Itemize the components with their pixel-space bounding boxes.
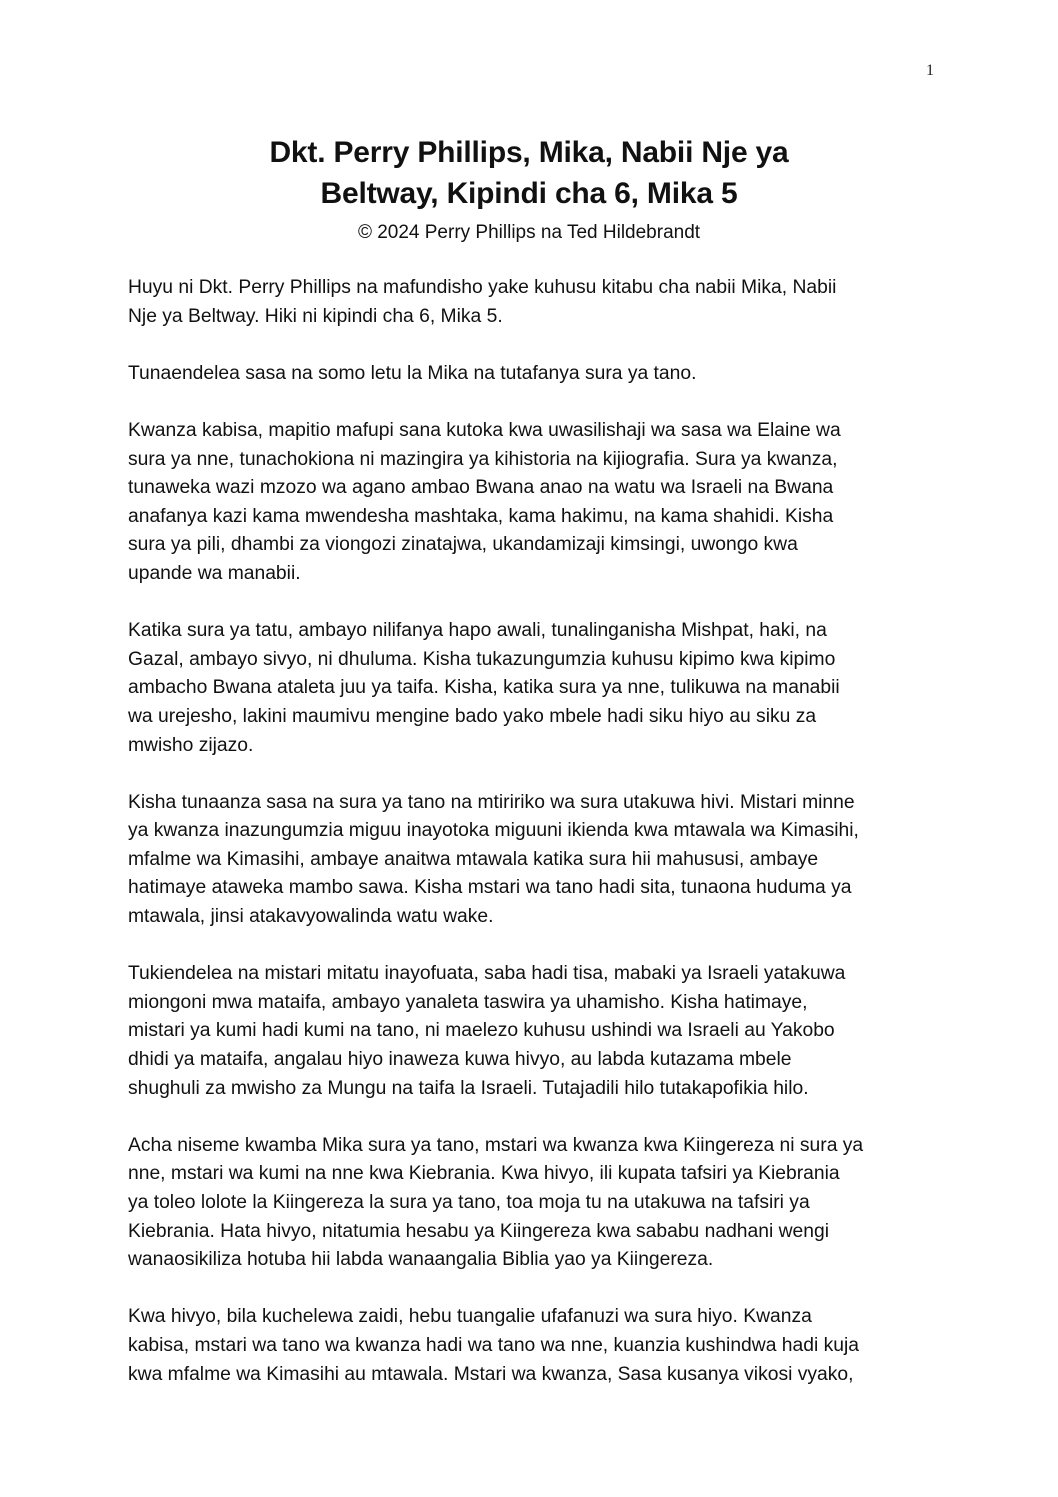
- text-line: Katika sura ya tatu, ambayo nilifanya hapo awali, tunalinganisha Mishpat, haki, na: [128, 620, 827, 642]
- text-line: ambacho Bwana ataleta juu ya taifa. Kisha, katika sura ya nne, tulikuwa na manabii: [128, 677, 840, 699]
- paragraph: [128, 360, 938, 389]
- text-line: mtawala, jinsi atakavyowalinda watu wake.: [128, 906, 494, 928]
- text-line: Acha niseme kwamba Mika sura ya tano, mstari wa kwanza kwa Kiingereza ni sura ya: [128, 1134, 864, 1156]
- text-line: Nje ya Beltway. Hiki ni kipindi cha 6, Mika 5.: [128, 305, 503, 327]
- title-line: Dkt. Perry Phillips, Mika, Nabii Nje ya: [269, 136, 789, 169]
- text-line: shughuli za mwisho za Mungu na taifa la Israeli. Tutajadili hilo tutakapofikia hilo.: [128, 1077, 809, 1099]
- paragraph: [128, 1132, 938, 1275]
- text-line: ya kwanza inazungumzia miguu inayotoka miguuni ikienda kwa mtawala wa Kimasihi,: [128, 820, 859, 842]
- text-line: sura ya pili, dhambi za viongozi zinatajwa, ukandamizaji kimsingi, uwongo kwa: [128, 534, 798, 556]
- text-line: Kwanza kabisa, mapitio mafupi sana kutoka kwa uwasilishaji wa sasa wa Elaine wa: [128, 419, 841, 441]
- text-line: kabisa, mstari wa tano wa kwanza hadi wa tano wa nne, kuanzia kushindwa hadi kuja: [128, 1334, 859, 1356]
- text-line: wa urejesho, lakini maumivu mengine bado yako mbele hadi siku hiyo au siku za: [128, 705, 817, 727]
- paragraph: [128, 417, 938, 589]
- text-line: Kiebrania. Hata hivyo, nitatumia hesabu ya Kiingereza kwa sababu nadhani wengi: [128, 1220, 829, 1242]
- text-line: kwa mfalme wa Kimasihi au mtawala. Mstari wa kwanza, Sasa kusanya vikosi vyako,: [128, 1363, 854, 1385]
- text-line: Tunaendelea sasa na somo letu la Mika na tutafanya sura ya tano.: [128, 362, 697, 384]
- text-line: dhidi ya mataifa, angalau hiyo inaweza kuwa hivyo, au labda kutazama mbele: [128, 1049, 792, 1071]
- text-line: mwisho zijazo.: [128, 734, 254, 756]
- text-line: mfalme wa Kimasihi, ambaye anaitwa mtawala katika sura hii mahususi, ambaye: [128, 848, 819, 870]
- paragraph: [128, 960, 938, 1103]
- text-line: Huyu ni Dkt. Perry Phillips na mafundisho yake kuhusu kitabu cha nabii Mika, Nabii: [128, 277, 837, 298]
- paragraph: [128, 617, 938, 760]
- page-number: 1: [926, 62, 934, 79]
- text-line: hatimaye ataweka mambo sawa. Kisha mstari wa tano hadi sita, tunaona huduma ya: [128, 877, 852, 899]
- text-line: anafanya kazi kama mwendesha mashtaka, kama hakimu, na kama shahidi. Kisha: [128, 505, 834, 527]
- text-line: sura ya nne, tunachokiona ni mazingira ya kihistoria na kijiografia. Sura ya kwanza,: [128, 448, 838, 470]
- document-title: [128, 132, 930, 214]
- text-line: mistari ya kumi hadi kumi na tano, ni maelezo kuhusu ushindi wa Israeli au Yakobo: [128, 1020, 835, 1042]
- text-line: Kwa hivyo, bila kuchelewa zaidi, hebu tuangalie ufafanuzi wa sura hiyo. Kwanza: [128, 1306, 812, 1328]
- text-line: wanaosikiliza hotuba hii labda wanaangalia Biblia yao ya Kiingereza.: [128, 1249, 714, 1271]
- document-body: [128, 274, 938, 1418]
- document-header: [128, 132, 930, 248]
- text-line: nne, mstari wa kumi na nne kwa Kiebrania. Kwa hivyo, ili kupata tafsiri ya Kiebrania: [128, 1163, 840, 1185]
- text-line: Tukiendelea na mistari mitatu inayofuata, saba hadi tisa, mabaki ya Israeli yatakuwa: [128, 963, 846, 985]
- paragraph: [128, 789, 938, 932]
- text-line: tunaweka wazi mzozo wa agano ambao Bwana anao na watu wa Israeli na Bwana: [128, 477, 834, 499]
- text-line: Kisha tunaanza sasa na sura ya tano na mtiririko wa sura utakuwa hivi. Mistari minne: [128, 791, 855, 813]
- text-line: miongoni mwa mataifa, ambayo yanaleta taswira ya uhamisho. Kisha hatimaye,: [128, 991, 808, 1013]
- text-line: Gazal, ambayo sivyo, ni dhuluma. Kisha tukazungumzia kuhusu kipimo kwa kipimo: [128, 648, 836, 670]
- copyright-notice: © 2024 Perry Phillips na Ted Hildebrandt: [357, 222, 701, 243]
- title-line: Beltway, Kipindi cha 6, Mika 5: [320, 177, 738, 210]
- paragraph-intro: [128, 274, 938, 331]
- text-line: upande wa manabii.: [128, 562, 301, 584]
- paragraph: [128, 1303, 938, 1389]
- text-line: ya toleo lolote la Kiingereza la sura ya tano, toa moja tu na utakuwa na tafsiri ya: [128, 1192, 810, 1213]
